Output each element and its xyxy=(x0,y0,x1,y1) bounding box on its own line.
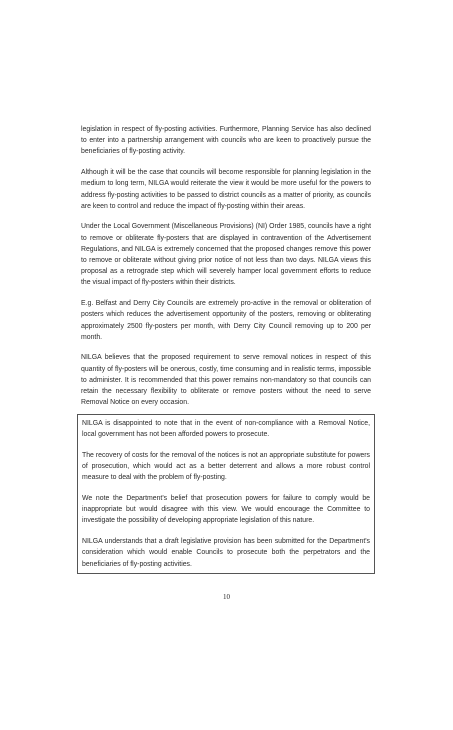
paragraph: Although it will be the case that councils will become responsible for planning legislation in the medium to long term, NILGA would reiterate the view it would be more useful for the powers to address fly-posting activities to be passed to district councils as a matter of priority, as councils are keen to control and reduce the impact of fly-posting within their areas. xyxy=(81,169,371,210)
document-body xyxy=(81,124,371,574)
boxed-paragraph: NILGA is disappointed to note that in the event of non-compliance with a Removal Notice, local government has not been afforded powers to prosecute. xyxy=(82,419,370,439)
highlighted-box xyxy=(77,414,375,574)
paragraph: Under the Local Government (Miscellaneous Provisions) (NI) Order 1985, councils have a right to remove or obliterate fly-posters that are displayed in contravention of the Advertisement Regulations, and NILGA is extremely concerned that the proposed changes remove this power to remove or obliterate without giving prior notice of not less than two days. NILGA views this proposal as a retrograde step which will severely hamper local government efforts to reduce the visual impact of fly-posters within their districts. xyxy=(81,223,371,287)
boxed-paragraph: The recovery of costs for the removal of the notices is not an appropriate substitute for powers of prosecution, which would act as a better deterrent and allows a more robust control measure to deal with the problem of fly-posting. xyxy=(82,451,370,482)
boxed-paragraph: We note the Department's belief that prosecution powers for failure to comply would be inappropriate but would disagree with this view. We would encourage the Committee to investigate the possibility of developing appropriate legislation of this nature. xyxy=(82,494,370,525)
boxed-paragraph: NILGA understands that a draft legislative provision has been submitted for the Department's consideration which would enable Councils to prosecute both the perpetrators and the beneficiaries of fly-posting activities. xyxy=(82,538,370,568)
page-number: 10 xyxy=(223,593,230,601)
paragraph: E.g. Belfast and Derry City Councils are extremely pro-active in the removal or obliteration of posters which reduces the advertisement opportunity of the posters, removing or obliterating approximately 2500 fly-posters per month, with Derry City Council removing up to 200 per month. xyxy=(81,300,371,341)
paragraph: legislation in respect of fly-posting activities. Furthermore, Planning Service has also declined to enter into a partnership arrangement with councils who are keen to proactively pursue the beneficiaries of fly-posting activity. xyxy=(81,126,371,156)
paragraph: NILGA believes that the proposed requirement to serve removal notices in respect of this quantity of fly-posters will be onerous, costly, time consuming and in realistic terms, impossible to administer. It is recommended that this power remains non-mandatory so that councils can retain the necessary flexibility to obliterate or remove posters without the need to serve Removal Notice on every occasion. xyxy=(81,354,371,407)
